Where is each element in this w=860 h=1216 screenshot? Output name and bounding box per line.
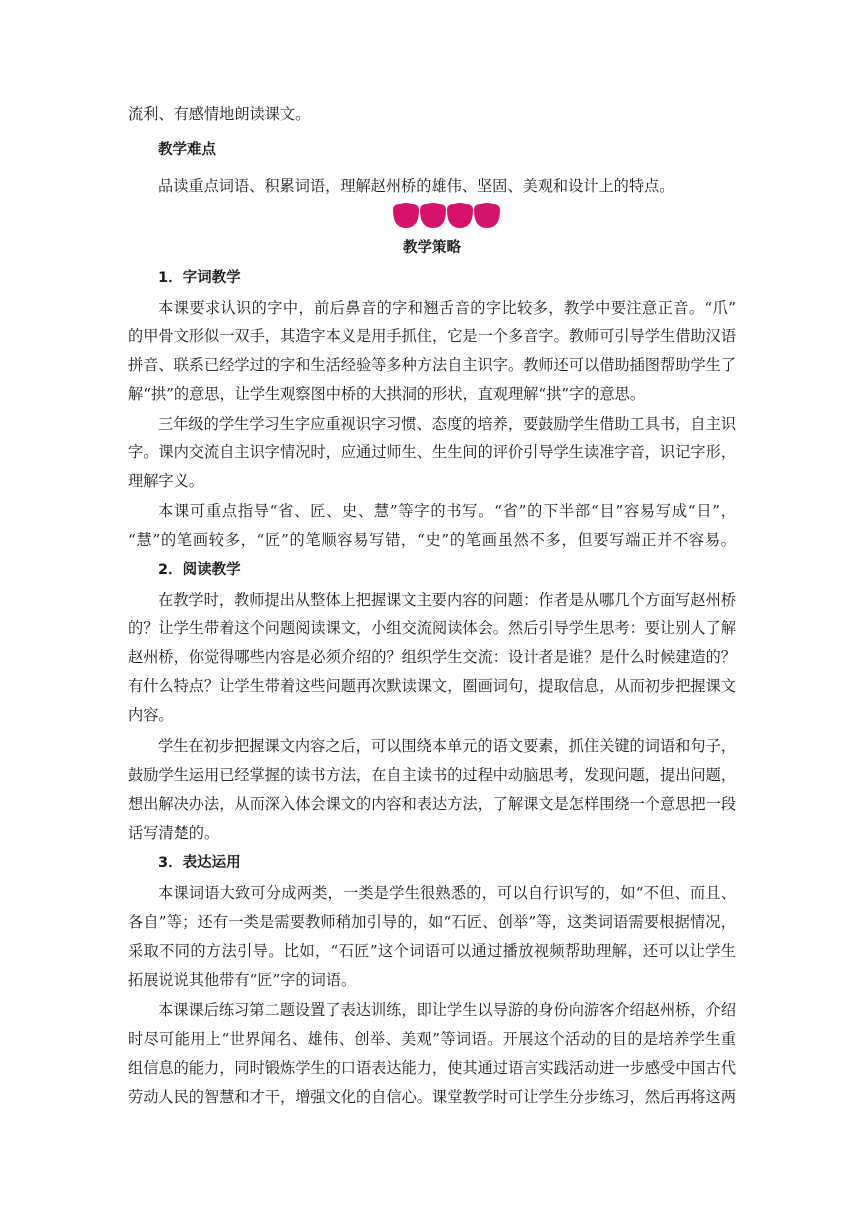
document-page: [128, 0, 736, 1216]
paragraph-line: “慧”的笔画较多，“匠”的笔顺容易写错，“史”的笔画虽然不多，但要写端正并不容易。: [128, 531, 736, 549]
paragraph-line: 三年级的学生学习生字应重视识字习惯、态度的培养，要鼓励学生借助工具书，自主识: [158, 415, 736, 433]
difficulty-heading: 教学难点: [158, 142, 216, 158]
paragraph-line: 本课可重点指导“省、匠、史、慧”等字的书写。“省”的下半部“目”容易写成“日”，: [158, 502, 736, 520]
paragraph-line: 本课词语大致可分成两类，一类是学生很熟悉的，可以自行识写的，如“不但、而且、: [158, 884, 736, 902]
paragraph-line: 各自”等；还有一类是需要教师稍加引导的，如“石匠、创举”等，这类词语需要根据情况，: [128, 913, 736, 931]
paragraph-line: 鼓励学生运用已经掌握的读书方法，在自主读书的过程中动脑思考，发现问题，提出问题，: [128, 766, 736, 784]
paragraph-line: 想出解决办法，从而深入体会课文的内容和表达方法，了解课文是怎样围绕一个意思把一段: [128, 795, 736, 813]
strategy-title: 教学策略: [403, 240, 461, 256]
paragraph-line: 采取不同的方法引导。比如，“石匠”这个词语可以通过播放视频帮助理解，还可以让学生: [128, 942, 736, 960]
section-heading: 3．表达运用: [158, 855, 241, 871]
difficulty-text: 品读重点词语、积累词语，理解赵州桥的雄伟、坚固、美观和设计上的特点。: [158, 177, 675, 195]
paragraph-line: 学生在初步把握课文内容之后，可以围绕本单元的语文要素，抓住关键的词语和句子，: [158, 737, 736, 755]
paragraph-line: 在教学时，教师提出从整体上把握课文主要内容的问题：作者是从哪几个方面写赵州桥: [158, 591, 736, 609]
paragraph-line: 拼音、联系已经学过的字和生活经验等多种方法自主识字。教师还可以借助插图帮助学生了: [128, 356, 736, 374]
section-heading: 1．字词教学: [158, 270, 241, 286]
paragraph-line: 字。课内交流自主识字情况时，应通过师生、生生间的评价引导学生读准字音，识记字形，: [128, 443, 736, 461]
paragraph-line: 本课课后练习第二题设置了表达训练，即让学生以导游的身份向游客介绍赵州桥，介绍: [158, 1001, 736, 1019]
paragraph-line: 组信息的能力，同时锻炼学生的口语表达能力，使其通过语言实践活动进一步感受中国古代: [128, 1059, 736, 1077]
paragraph-line: 有什么特点？让学生带着这些问题再次默读课文，圈画词句，提取信息，从而初步把握课文: [128, 677, 736, 695]
paragraph-line: 本课要求认识的字中，前后鼻音的字和翘舌音的字比较多，教学中要注意正音。“爪”: [158, 299, 736, 317]
paragraph-line: 的甲骨文形似一双手，其造字本义是用手抓住，它是一个多音字。教师可引导学生借助汉语: [128, 327, 736, 345]
section-heading: 2．阅读教学: [158, 562, 241, 578]
paragraph-line: 的？让学生带着这个问题阅读课文，小组交流阅读体会。然后引导学生思考：要让别人了解: [128, 619, 736, 637]
paragraph-line: 话写清楚的。: [128, 824, 220, 842]
paragraph-line: 赵州桥，你觉得哪些内容是必须介绍的？组织学生交流：设计者是谁？是什么时候建造的？: [128, 648, 736, 666]
paragraph-line: 理解字义。: [128, 472, 204, 490]
ornament-petals: [393, 203, 500, 228]
paragraph-line: 拓展说说其他带有“匠”字的词语。: [128, 971, 357, 989]
section-ornament-icon: [390, 201, 500, 231]
paragraph-line: 劳动人民的智慧和才干，增强文化的自信心。课堂教学时可让学生分步练习，然后再将这两: [128, 1088, 736, 1106]
body-text-line: 流利、有感情地朗读课文。: [128, 105, 311, 123]
paragraph-line: 时尽可能用上“世界闻名、雄伟、创举、美观”等词语。开展这个活动的目的是培养学生重: [128, 1030, 736, 1048]
paragraph-line: 解“拱”的意思，让学生观察图中桥的大拱洞的形状，直观理解“拱”字的意思。: [128, 385, 646, 403]
paragraph-line: 内容。: [128, 706, 174, 724]
